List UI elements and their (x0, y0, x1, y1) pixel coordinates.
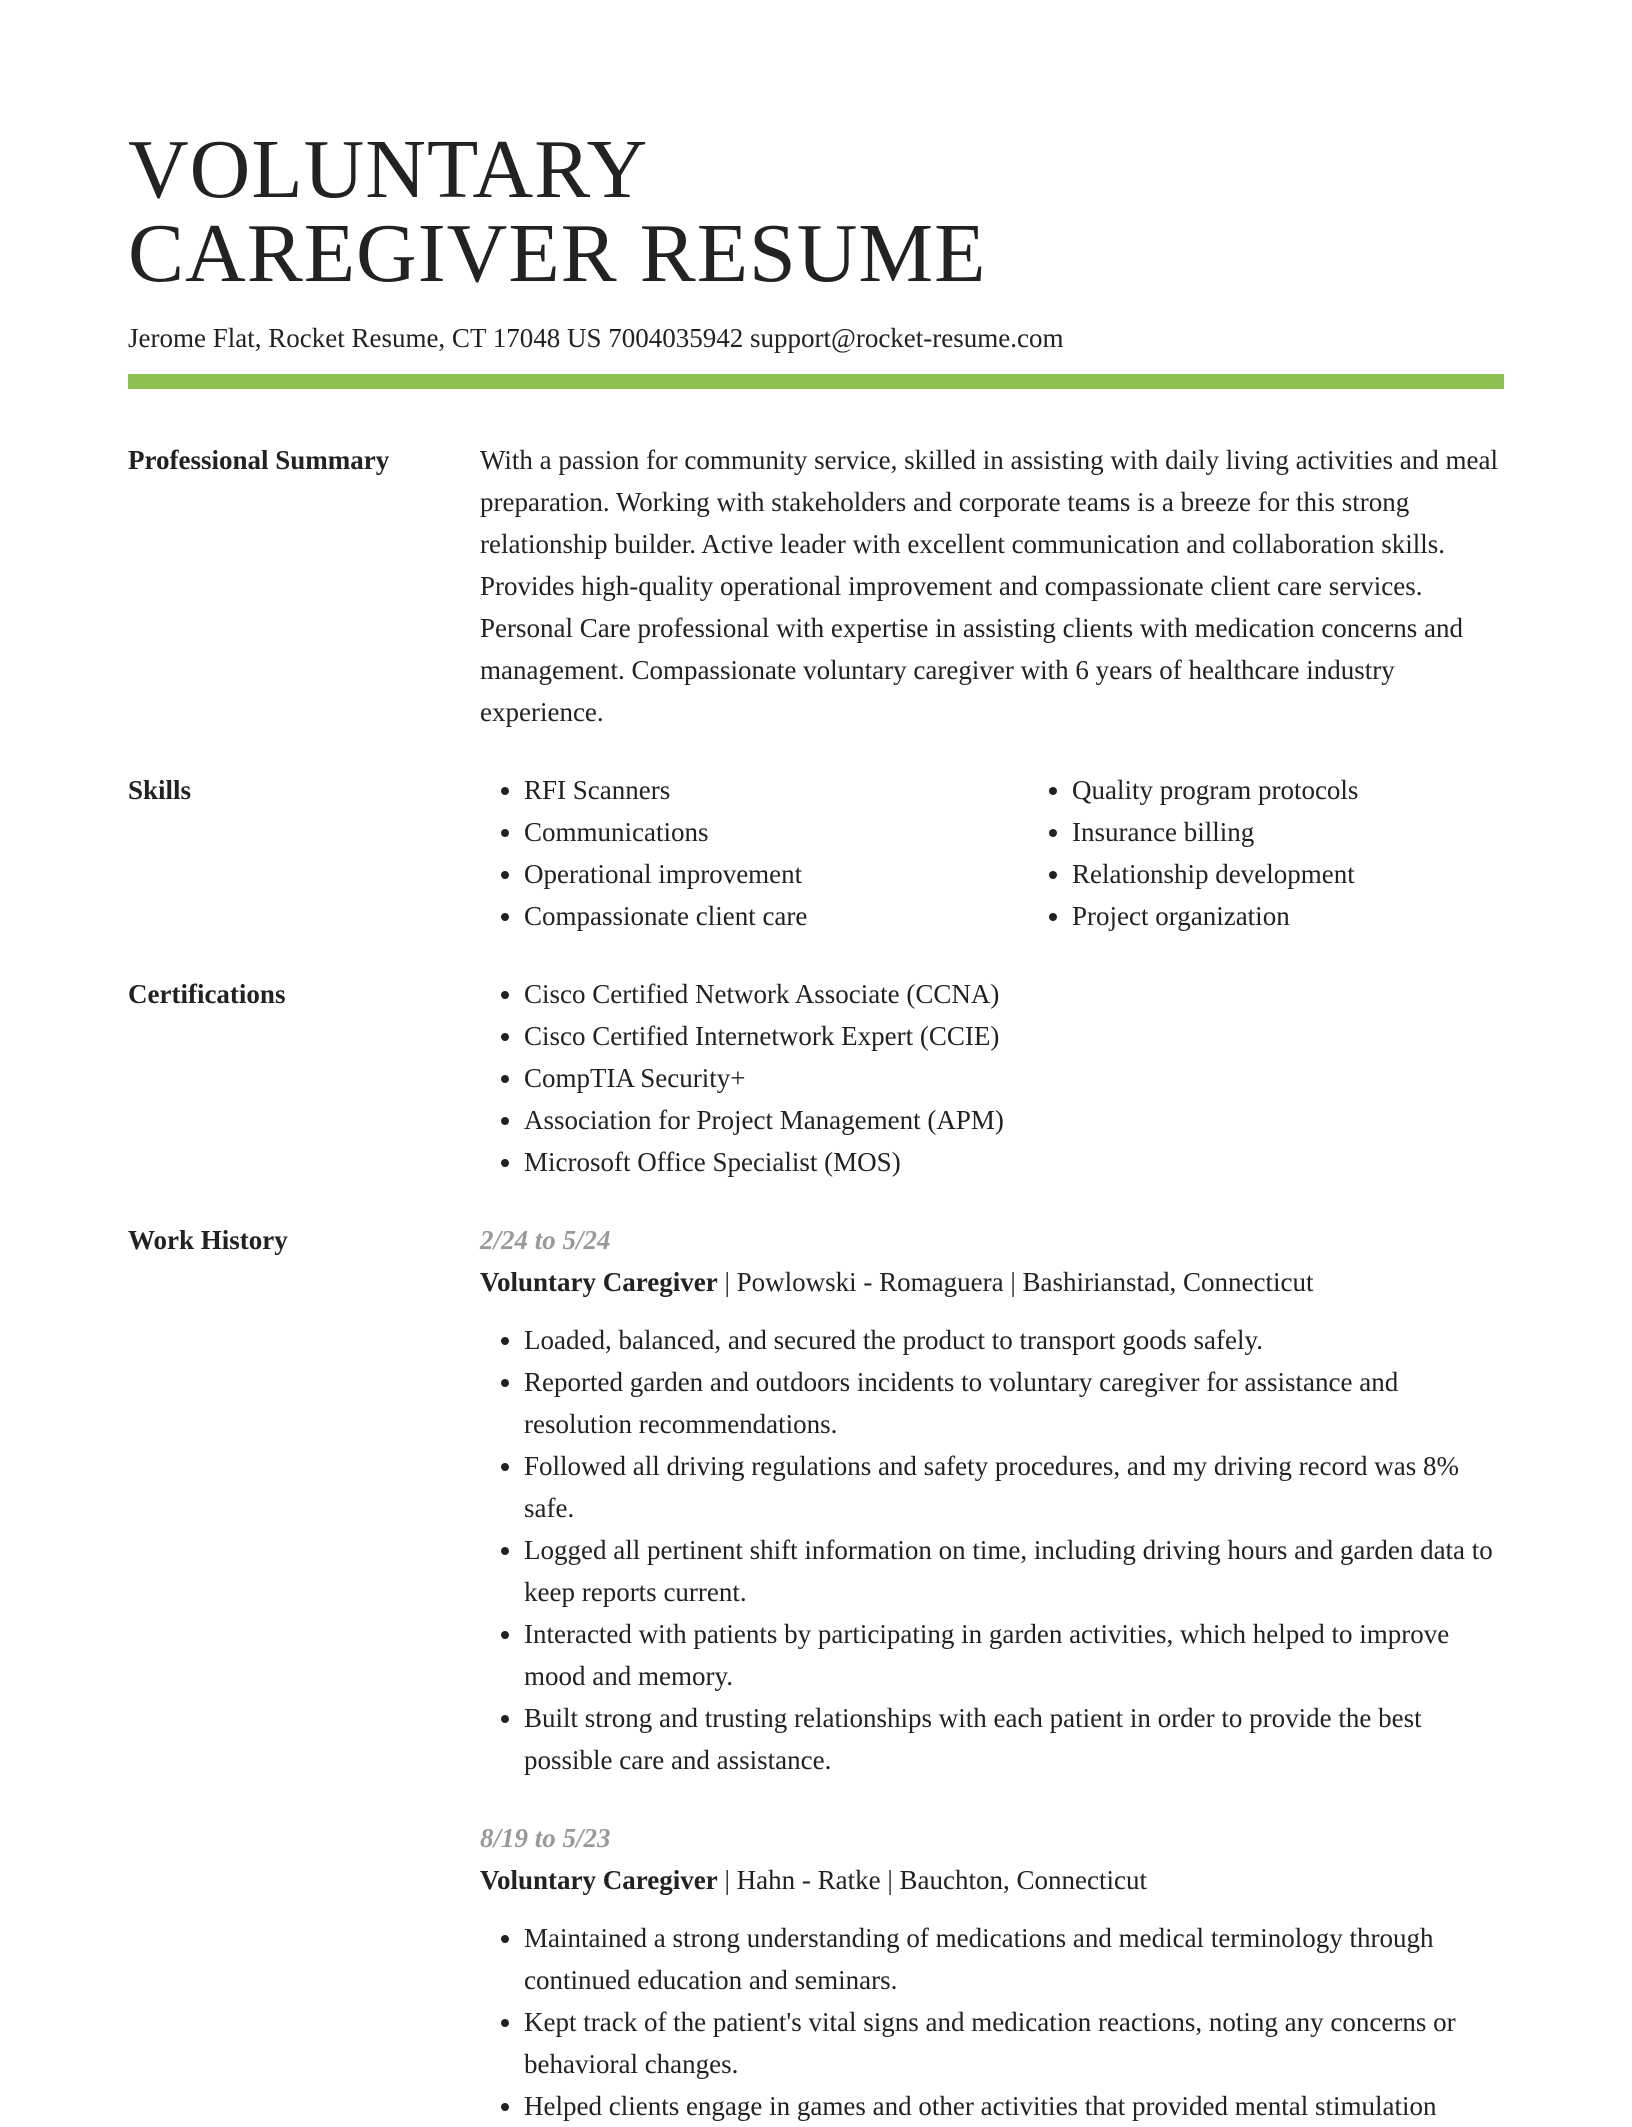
job-bullet: • Built strong and trusting relationships with each patient in order to provide the best possible care and assistance. (524, 1697, 1504, 1781)
title-line-1: VOLUNTARY (128, 123, 649, 216)
summary-text: With a passion for community service, skilled in assisting with daily living activities and meal preparation. Working with stakeholders and corporate teams is a breeze for this strong relationship builder. Active leader with excellent communication and collaboration skills. Provides high-quality operational improvement and compassionate client care services. Personal Care professional with expertise in assisting clients with medication concerns and management. Compassionate voluntary caregiver with 6 years of healthcare industry experience. (480, 445, 1498, 727)
work-history-label: Work History (128, 1225, 288, 1255)
job-bullet: • Loaded, balanced, and secured the product to transport goods safely. (524, 1319, 1504, 1361)
job-bullet: • Maintained a strong understanding of medications and medical terminology through continued education and seminars. (524, 1917, 1504, 2001)
job-entry (480, 1219, 1504, 1781)
job-bullets (480, 1319, 1504, 1781)
job-details: | Hahn - Ratke | Bauchton, Connecticut (717, 1865, 1147, 1895)
accent-divider (128, 374, 1504, 389)
certification-item: • Cisco Certified Internetwork Expert (CCIE) (524, 1015, 1504, 1057)
work-history-section (128, 1219, 1504, 2127)
certifications-section (128, 973, 1504, 1183)
skills-list-right (1028, 769, 1576, 937)
job-heading (480, 1261, 1504, 1303)
job-title: Voluntary Caregiver (480, 1267, 718, 1297)
job-bullets (480, 1917, 1504, 2127)
skills-label: Skills (128, 775, 192, 805)
summary-label: Professional Summary (128, 445, 390, 475)
job-bullet: • Reported garden and outdoors incidents to voluntary caregiver for assistance and resolution recommendations. (524, 1361, 1504, 1445)
contact-line: Jerome Flat, Rocket Resume, CT 17048 US 7004035942 support@rocket-resume.com (128, 323, 1064, 353)
certification-item: • CompTIA Security+ (524, 1057, 1504, 1099)
certification-item: • Cisco Certified Network Associate (CCNA) (524, 973, 1504, 1015)
certifications-label: Certifications (128, 979, 286, 1009)
job-date: 2/24 to 5/24 (480, 1225, 611, 1255)
skill-item: • RFI Scanners (524, 769, 1028, 811)
skill-item: • Insurance billing (1072, 811, 1576, 853)
skill-item: • Relationship development (1072, 853, 1576, 895)
job-bullet: • Followed all driving regulations and safety procedures, and my driving record was 8% safe. (524, 1445, 1504, 1529)
skills-section (128, 769, 1504, 937)
certification-item: • Microsoft Office Specialist (MOS) (524, 1141, 1504, 1183)
job-title: Voluntary Caregiver (480, 1865, 718, 1895)
skill-item: • Quality program protocols (1072, 769, 1576, 811)
skill-item: • Operational improvement (524, 853, 1028, 895)
title-line-2: CAREGIVER RESUME (128, 207, 987, 300)
job-details: | Powlowski - Romaguera | Bashirianstad, Connecticut (717, 1267, 1314, 1297)
job-entry (480, 1817, 1504, 2127)
resume-page (128, 123, 1504, 2127)
job-bullet: • Interacted with patients by participating in garden activities, which helped to improve mood and memory. (524, 1613, 1504, 1697)
job-bullet: • Kept track of the patient's vital signs and medication reactions, noting any concerns or behavioral changes. (524, 2001, 1504, 2085)
job-heading (480, 1859, 1504, 1901)
skill-item: • Project organization (1072, 895, 1576, 937)
skills-list-left (480, 769, 1028, 937)
job-bullet: • Helped clients engage in games and other activities that provided mental stimulation (524, 2085, 1504, 2127)
resume-title (128, 123, 1504, 300)
skill-item: • Compassionate client care (524, 895, 1028, 937)
job-date: 8/19 to 5/23 (480, 1823, 611, 1853)
skill-item: • Communications (524, 811, 1028, 853)
job-bullet: • Logged all pertinent shift information on time, including driving hours and garden data to keep reports current. (524, 1529, 1504, 1613)
summary-section (128, 439, 1504, 733)
certification-item: • Association for Project Management (APM) (524, 1099, 1504, 1141)
certifications-list (480, 973, 1504, 1183)
